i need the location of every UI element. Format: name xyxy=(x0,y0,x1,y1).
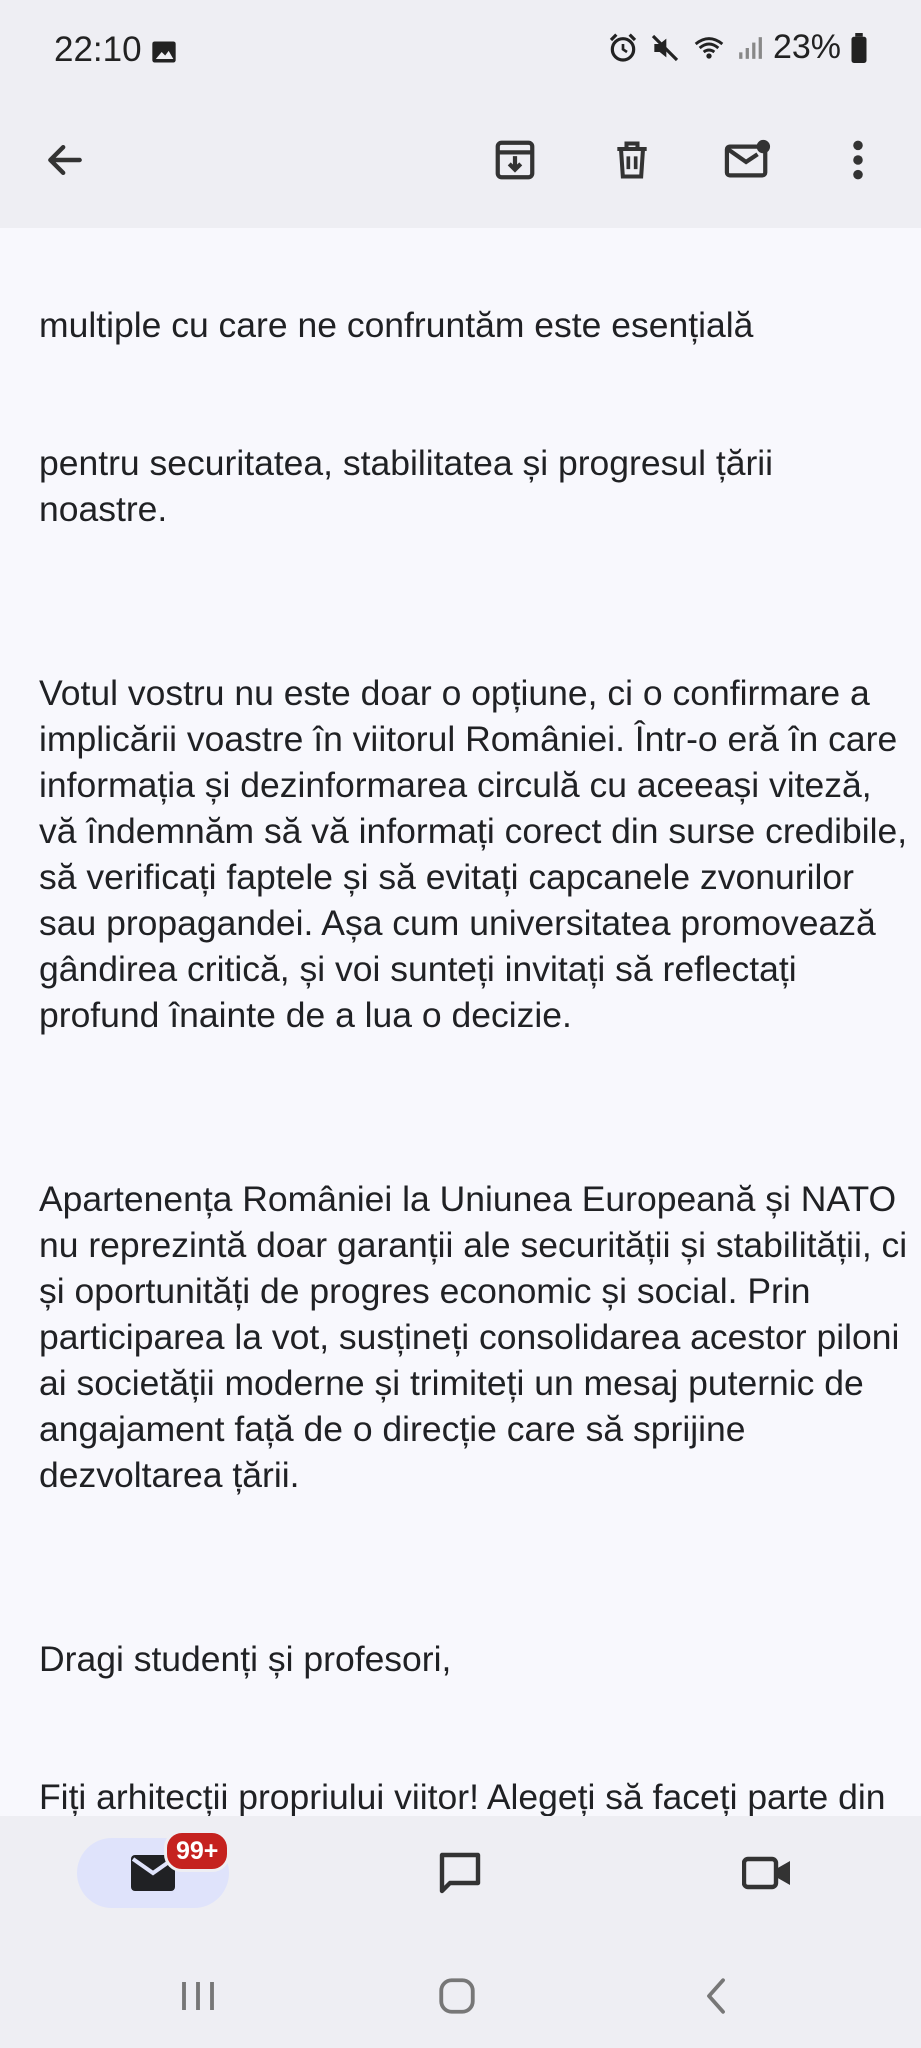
delete-button[interactable] xyxy=(597,125,667,195)
status-time: 22:10 xyxy=(54,30,142,69)
paragraph-3: Apartenența României la Uniunea Europeană și NATO nu reprezintă doar garanții ale securității și stabilității, ci și oportunități de progres economic și social. Prin participarea la vot, susțineți consolidarea acestor piloni ai societății moderne și trimiteți un mesaj puternic de angajament față de o direcție care să sprijine dezvoltarea țării. xyxy=(39,1179,918,1495)
back-icon xyxy=(701,1975,731,2017)
gallery-icon xyxy=(150,38,178,66)
message-text xyxy=(39,228,918,1816)
mark-unread-icon xyxy=(722,137,774,183)
back-arrow-icon xyxy=(43,138,87,182)
partial-line: multiple cu care ne confruntăm este esențială xyxy=(39,305,754,345)
tab-meet[interactable] xyxy=(733,1838,803,1908)
alarm-icon xyxy=(607,32,639,64)
archive-button[interactable] xyxy=(480,125,550,195)
system-back-button[interactable] xyxy=(686,1966,746,2026)
battery-icon xyxy=(851,33,867,63)
paragraph-1: pentru securitatea, stabilitatea și progresul țării noastre. xyxy=(39,443,783,529)
mute-icon xyxy=(649,32,681,64)
video-camera-icon xyxy=(742,1853,794,1893)
chat-icon xyxy=(435,1849,485,1897)
bottom-navigation xyxy=(0,1816,921,1936)
tab-chat[interactable] xyxy=(425,1838,495,1908)
recents-icon xyxy=(177,1978,219,2014)
battery-percent: 23% xyxy=(772,28,841,66)
home-button[interactable] xyxy=(427,1966,487,2026)
more-options-button[interactable] xyxy=(823,125,893,195)
message-toolbar xyxy=(0,100,921,230)
greeting: Dragi studenți și profesori, xyxy=(39,1639,452,1679)
back-button[interactable] xyxy=(30,125,100,195)
mark-unread-button[interactable] xyxy=(713,125,783,195)
paragraph-2: Votul vostru nu este doar o opțiune, ci o confirmare a implicării voastre în viitorul României. Într-o eră în care informația și dezinformarea circulă cu aceeași viteză, vă îndemnăm să vă informați corect din surse credibile, să verificați faptele și să evitați capcanele zvonurilor sau propagandei. Așa cum universitatea promovează gândirea critică, și voi sunteți invitați să reflectați profund înainte de a lua o decizie. xyxy=(39,673,918,1035)
home-icon xyxy=(436,1975,478,2017)
archive-icon xyxy=(492,137,538,183)
paragraph-4: Fiți arhitecții propriului viitor! Alegeți să faceți parte din xyxy=(39,1777,886,1816)
signal-icon xyxy=(737,33,763,63)
mail-count-badge: 99+ xyxy=(164,1830,230,1872)
more-vert-icon xyxy=(848,138,868,182)
status-icons xyxy=(607,28,867,67)
delete-icon xyxy=(610,137,654,183)
message-body xyxy=(0,228,921,1816)
system-navigation xyxy=(0,1936,921,2048)
status-bar xyxy=(0,0,921,100)
recents-button[interactable] xyxy=(168,1966,228,2026)
wifi-icon xyxy=(691,32,727,64)
